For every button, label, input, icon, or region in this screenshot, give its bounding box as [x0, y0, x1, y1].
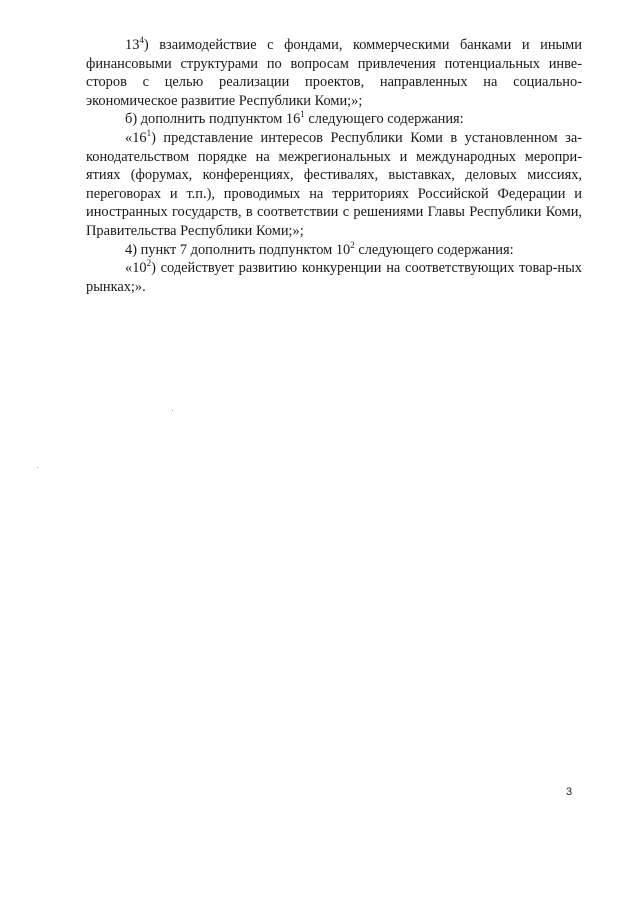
paragraph-text: ) содействует развитию конкуренции на соответствующих товар-ных рынках;».: [86, 260, 582, 295]
scan-speck: [37, 467, 38, 468]
superscript-index: 1: [146, 127, 152, 138]
paragraph-text: ) представление интересов Республики Коми в установленном за-конодательством порядке на межрегиональных и международных меропри-ятиях (форумах, конференциях, фестивалях, выставках, деловых миссиях, переговорах и т.п.), проводимых на территориях Российской Федерации и иностранных государств, в соответствии с решениями Главы Республики Коми, Правительства Республики Коми;»;: [86, 129, 582, 239]
paragraph-p2: [86, 110, 582, 129]
paragraph-text: 13: [125, 37, 140, 53]
superscript-index: 4: [139, 35, 144, 45]
paragraph-text: ) взаимодействие с фондами, коммерческими банками и иными финансовыми структурами по вопросам привлечения потенциальных инве-сторов с целью реализации проектов, направленных на социально-экономическое развитие Республики Коми;»;: [86, 37, 582, 109]
scan-speck: [172, 410, 173, 411]
paragraph-text: «10: [125, 260, 147, 277]
paragraph-p1: [86, 36, 582, 110]
paragraph-p4: [86, 241, 582, 260]
paragraph-p3: [86, 129, 582, 241]
superscript-index: 1: [300, 109, 305, 120]
paragraph-text: следующего содержания:: [354, 241, 514, 258]
paragraph-text: 4) пункт 7 дополнить подпунктом 10: [125, 241, 351, 258]
paragraph-p5: [86, 259, 582, 296]
paragraph-text: б) дополнить подпунктом 16: [125, 111, 301, 128]
superscript-index: 2: [146, 258, 152, 269]
document-body: [86, 36, 582, 296]
paragraph-text: «16: [125, 129, 147, 146]
paragraph-text: следующего содержания:: [304, 111, 464, 128]
page-number: 3: [566, 786, 573, 798]
superscript-index: 2: [350, 239, 355, 250]
